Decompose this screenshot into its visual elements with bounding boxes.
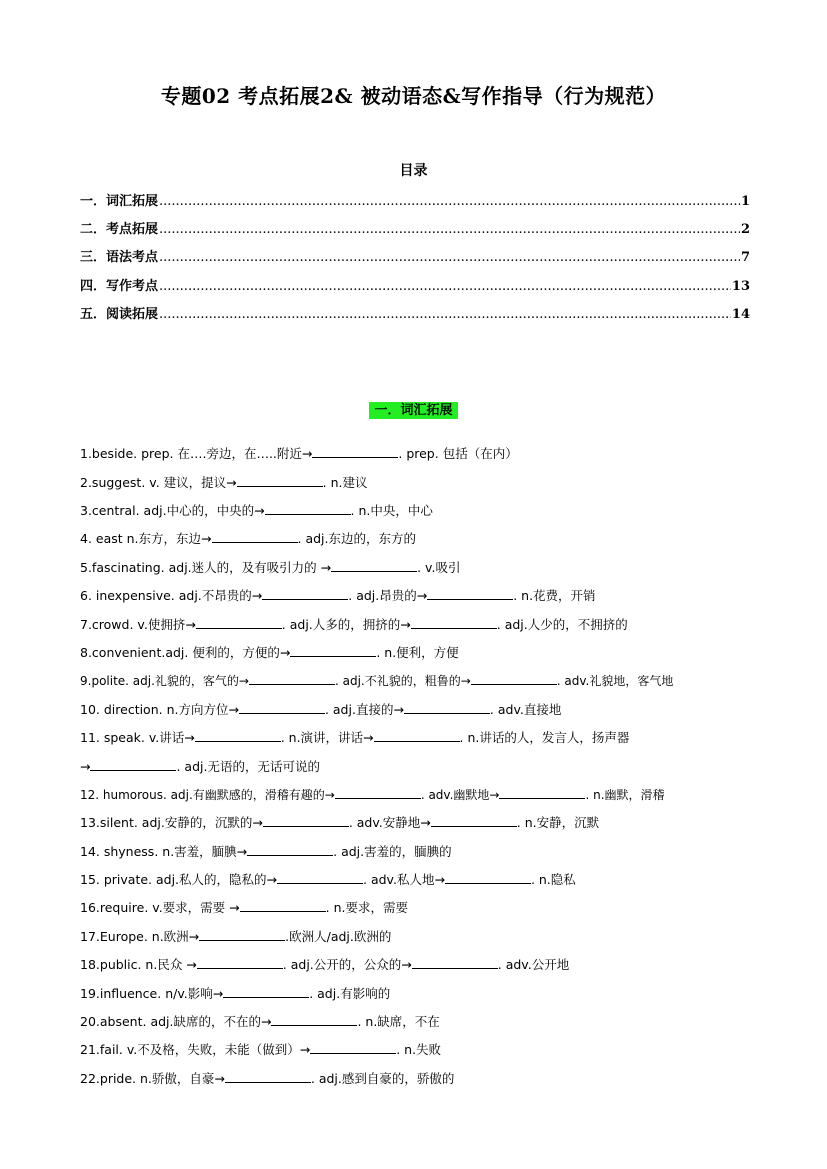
vocab-text: . adv.公开地 bbox=[497, 957, 570, 972]
toc-item[interactable] bbox=[80, 218, 750, 236]
answer-blank[interactable] bbox=[225, 1070, 311, 1083]
vocab-text: 19.influence. n/v.影响→ bbox=[80, 986, 224, 1001]
vocab-text: 5.fascinating. adj.迷人的，及有吸引力的 → bbox=[80, 560, 332, 575]
toc-leader-dots bbox=[159, 250, 740, 265]
vocab-text: . adj.直接的→ bbox=[324, 702, 404, 717]
vocab-text: . n.中央，中心 bbox=[350, 503, 433, 518]
answer-blank[interactable] bbox=[271, 1013, 357, 1026]
toc-item-page: 14 bbox=[731, 307, 750, 322]
vocab-line bbox=[80, 814, 750, 832]
vocab-text: 1.beside. prep. 在….旁边，在…..附近→ bbox=[80, 446, 313, 461]
toc-item[interactable] bbox=[80, 190, 750, 208]
vocab-text: 17.Europe. n.欧洲→ bbox=[80, 929, 200, 944]
toc-item-page: 1 bbox=[740, 194, 750, 209]
vocab-line bbox=[80, 985, 750, 1003]
vocab-text: . n.讲话的人，发言人，扬声器 bbox=[459, 730, 630, 745]
answer-blank[interactable] bbox=[247, 843, 333, 856]
vocab-text: . n.失败 bbox=[396, 1042, 442, 1057]
answer-blank[interactable] bbox=[223, 985, 309, 998]
vocab-text: . adj.感到自豪的，骄傲的 bbox=[310, 1071, 455, 1086]
vocab-text: . adj.害羞的，腼腆的 bbox=[333, 844, 452, 859]
vocab-text: . n.安静，沉默 bbox=[516, 815, 600, 830]
answer-blank[interactable] bbox=[404, 701, 490, 714]
vocab-text: 4. east n.东方，东边→ bbox=[80, 531, 212, 546]
vocab-text: . n.要求，需要 bbox=[325, 900, 408, 915]
vocab-text: . n.演讲，讲话→ bbox=[280, 730, 374, 745]
vocab-text: . n.花费，开销 bbox=[513, 588, 596, 603]
vocab-text: 12. humorous. adj.有幽默感的，滑稽有趣的→ bbox=[80, 788, 335, 802]
answer-blank[interactable] bbox=[237, 474, 323, 487]
answer-blank[interactable] bbox=[196, 616, 282, 629]
vocab-text: . prep. 包括（在内） bbox=[398, 446, 518, 461]
vocab-text: 20.absent. adj.缺席的，不在的→ bbox=[80, 1014, 272, 1029]
vocab-line bbox=[80, 729, 750, 747]
vocab-text: 2.suggest. v. 建议，提议→ bbox=[80, 475, 237, 490]
vocab-line bbox=[80, 530, 750, 548]
vocab-text: 18.public. n.民众 → bbox=[80, 957, 197, 972]
answer-blank[interactable] bbox=[249, 672, 335, 685]
vocab-text: 9.polite. adj.礼貌的，客气的→ bbox=[80, 674, 249, 688]
toc-item[interactable] bbox=[80, 246, 750, 264]
vocab-text: 6. inexpensive. adj.不昂贵的→ bbox=[80, 588, 263, 603]
vocab-line bbox=[80, 616, 750, 634]
section-heading-label: 一．词汇拓展 bbox=[369, 402, 457, 419]
vocab-line bbox=[80, 701, 750, 719]
vocab-text: 14. shyness. n.害羞，腼腆→ bbox=[80, 844, 248, 859]
answer-blank[interactable] bbox=[499, 786, 585, 799]
vocab-text: . adv.幽默地→ bbox=[420, 788, 500, 802]
vocab-text: 3.central. adj.中心的，中央的→ bbox=[80, 503, 265, 518]
vocab-text: 7.crowd. v.使拥挤→ bbox=[80, 617, 196, 632]
vocab-line bbox=[80, 559, 750, 577]
toc-item-page: 13 bbox=[731, 279, 750, 294]
answer-blank[interactable] bbox=[277, 871, 363, 884]
vocab-line bbox=[80, 445, 750, 463]
vocab-text: . v.吸引 bbox=[417, 560, 461, 575]
vocab-text: .欧洲人/adj.欧洲的 bbox=[285, 929, 392, 944]
vocab-line bbox=[80, 644, 750, 662]
answer-blank[interactable] bbox=[265, 502, 351, 515]
toc-leader-dots bbox=[159, 279, 731, 294]
vocab-line bbox=[80, 1070, 750, 1088]
answer-blank[interactable] bbox=[240, 899, 326, 912]
answer-blank[interactable] bbox=[195, 729, 281, 742]
vocab-line bbox=[80, 502, 750, 520]
vocab-text: 13.silent. adj.安静的，沉默的→ bbox=[80, 815, 263, 830]
toc-leader-dots bbox=[159, 307, 731, 322]
toc-item[interactable] bbox=[80, 275, 750, 293]
toc-item-label: 五．阅读拓展 bbox=[80, 307, 159, 322]
answer-blank[interactable] bbox=[90, 758, 176, 771]
vocab-line bbox=[80, 928, 750, 946]
vocab-text: 11. speak. v.讲话→ bbox=[80, 730, 195, 745]
vocab-text: . adj.无语的，无话可说的 bbox=[176, 759, 320, 774]
answer-blank[interactable] bbox=[239, 701, 325, 714]
vocab-text: . n.幽默，滑稽 bbox=[585, 788, 665, 802]
answer-blank[interactable] bbox=[290, 644, 376, 657]
toc-item-label: 三．语法考点 bbox=[80, 250, 159, 265]
vocab-text: . adj.人多的，拥挤的→ bbox=[281, 617, 411, 632]
answer-blank[interactable] bbox=[199, 928, 285, 941]
answer-blank[interactable] bbox=[471, 672, 557, 685]
answer-blank[interactable] bbox=[374, 729, 460, 742]
answer-blank[interactable] bbox=[310, 1041, 396, 1054]
vocab-text: . adj.人少的，不拥挤的 bbox=[496, 617, 628, 632]
vocab-text: . adv.礼貌地，客气地 bbox=[556, 674, 674, 688]
vocab-line bbox=[80, 843, 750, 861]
answer-blank[interactable] bbox=[263, 814, 349, 827]
answer-blank[interactable] bbox=[262, 587, 348, 600]
vocab-line bbox=[80, 672, 750, 690]
answer-blank[interactable] bbox=[411, 616, 497, 629]
vocab-text: . n.隐私 bbox=[530, 872, 576, 887]
answer-blank[interactable] bbox=[431, 814, 517, 827]
vocab-text: . n.建议 bbox=[322, 475, 368, 490]
toc-item-label: 二．考点拓展 bbox=[80, 222, 159, 237]
answer-blank[interactable] bbox=[197, 956, 283, 969]
toc-leader-dots bbox=[159, 222, 740, 237]
toc-item-label: 四．写作考点 bbox=[80, 279, 159, 294]
answer-blank[interactable] bbox=[335, 786, 421, 799]
vocab-line bbox=[80, 758, 750, 776]
vocab-text: . adv.私人地→ bbox=[363, 872, 445, 887]
vocab-text: . adv.直接地 bbox=[489, 702, 562, 717]
page-title: 专题02 考点拓展2& 被动语态&写作指导（行为规范） bbox=[160, 84, 667, 108]
vocab-line bbox=[80, 1041, 750, 1059]
vocab-line bbox=[80, 587, 750, 605]
vocab-line bbox=[80, 786, 750, 804]
vocab-text: 16.require. v.要求，需要 → bbox=[80, 900, 240, 915]
toc-heading: 目录 bbox=[399, 163, 428, 179]
vocab-line bbox=[80, 956, 750, 974]
toc-leader-dots bbox=[159, 194, 740, 209]
vocab-line bbox=[80, 871, 750, 889]
answer-blank[interactable] bbox=[312, 445, 398, 458]
answer-blank[interactable] bbox=[412, 956, 498, 969]
vocab-text: 21.fail. v.不及格，失败，未能（做到）→ bbox=[80, 1042, 311, 1057]
vocab-text: . adj.有影响的 bbox=[309, 986, 391, 1001]
vocab-text: . adj.不礼貌的，粗鲁的→ bbox=[334, 674, 471, 688]
vocab-text: . adj.公开的，公众的→ bbox=[282, 957, 412, 972]
vocab-text: 22.pride. n.骄傲，自豪→ bbox=[80, 1071, 225, 1086]
answer-blank[interactable] bbox=[445, 871, 531, 884]
vocab-text: 8.convenient.adj. 便利的，方便的→ bbox=[80, 645, 291, 660]
vocab-text: . n.便利，方便 bbox=[376, 645, 459, 660]
answer-blank[interactable] bbox=[331, 559, 417, 572]
vocab-line bbox=[80, 899, 750, 917]
vocab-line bbox=[80, 474, 750, 492]
vocab-text: → bbox=[80, 759, 91, 774]
toc-item[interactable] bbox=[80, 303, 750, 321]
vocab-text: 15. private. adj.私人的，隐私的→ bbox=[80, 872, 278, 887]
vocab-text: 10. direction. n.方向方位→ bbox=[80, 702, 239, 717]
toc-item-page: 2 bbox=[740, 222, 750, 237]
toc-item-page: 7 bbox=[740, 250, 750, 265]
vocab-text: . n.缺席，不在 bbox=[357, 1014, 440, 1029]
section-heading bbox=[0, 399, 827, 418]
answer-blank[interactable] bbox=[212, 530, 298, 543]
vocab-text: . adj.东边的，东方的 bbox=[297, 531, 417, 546]
answer-blank[interactable] bbox=[427, 587, 513, 600]
vocab-line bbox=[80, 1013, 750, 1031]
vocab-text: . adj.昂贵的→ bbox=[348, 588, 428, 603]
toc-item-label: 一．词汇拓展 bbox=[80, 194, 159, 209]
vocab-text: . adv.安静地→ bbox=[348, 815, 431, 830]
